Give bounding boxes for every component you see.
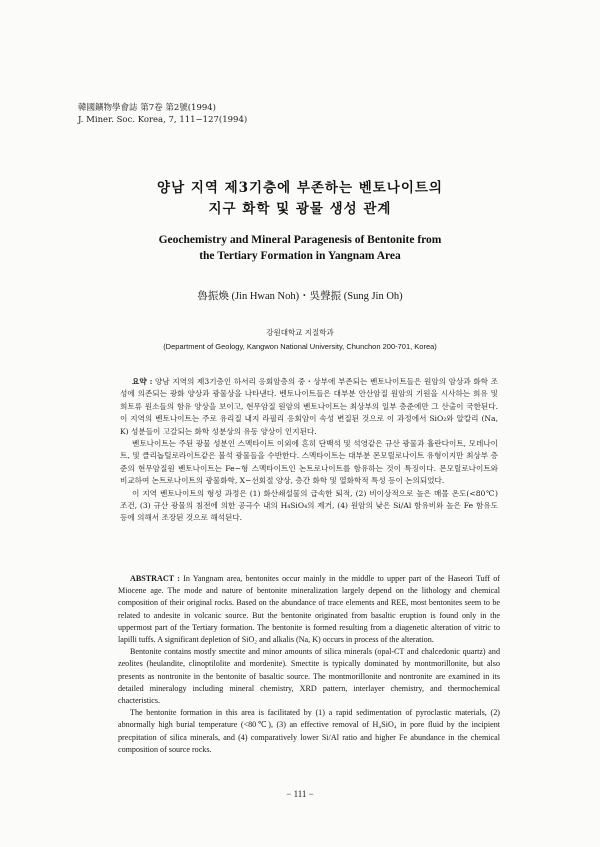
korean-title-line-1: 양남 지역 제3기층에 부존하는 벤토나이트의 [157, 180, 443, 196]
korean-abstract-paragraph-1 [120, 376, 498, 438]
korean-abstract [120, 376, 498, 525]
english-abstract [118, 573, 500, 756]
korean-abstract-label: 요약 : [132, 377, 153, 386]
english-abstract-paragraph-1 [118, 573, 500, 646]
korean-abstract-paragraph-3: 이 지역 벤토나이트의 형성 과정은 (1) 화산쇄설물의 급속한 퇴적, (2) 비이상적으로 높은 매몰 온도(<80℃) 조건, (3) 규산 광물의 침전에 의한 공극수 내의 H₄SiO₄의 제거, (4) 원암의 낮은 Si/Al 함유비와 높은 Fe 함유도 등에 의해서 조장된 것으로 해석된다. [120, 488, 498, 523]
korean-abstract-text-1: 양남 지역의 제3기층인 하서리 응회암층의 중・상부에 부존되는 벤토나이트들은 원암의 암상과 화학 조성에 의존되는 광화 양상과 광물상을 나타낸다. 벤토나이트들은 대부분 안산암질 원암의 기원을 시사하는 희유 및 희토류 원소들의 함유 양상을 보이고, 현무암질 원암의 벤토나이트는 최상부의 일부 층준에만 그 산출이 국한된다. 이 지역의 벤토나이트는 주로 유리질 내지 라필리 응회암이 속성 변질된 것으로 이 과정에서 SiO₂와 알칼리 (Na, K) 성분들이 고갈되는 화학 성분상의 유동 양상이 인지된다. [120, 377, 499, 436]
english-abstract-paragraph-3: The bentonite formation in this area is facilitated by (1) a rapid sedimentation of pyroclastic materials, (2) abnormally high burial temperature (<80℃), (3) an effective removal of H₄SiO₄ in pore fluid by the incipient precpitation of silica minerals, and (4) comparatively lower Si/Al ratio and higher Fe abundance in the chemical composition of source rocks. [118, 708, 500, 754]
journal-citation [78, 102, 247, 126]
affiliation-korean: 강원대학교 지질학과 [266, 328, 334, 337]
journal-citation-english: J. Miner. Soc. Korea, 7, 111−127(1994) [78, 115, 248, 125]
english-title-line-2: the Tertiary Formation in Yangnam Area [199, 250, 401, 262]
english-abstract-text-1: In Yangnam area, bentonites occur mainly in the middle to upper part of the Haseori Tuff of Miocene age. The mode and nature of bentonite mineralization largely depend on the lithology and chemical composition of their original rocks. Based on the abundance of trace elements and REE, most bentonites seem to be related to andesite in volcanic source. But the bentonite originated from basaltic eruption is found only in the uppermost part of the Tertiary formation. The bentonite is formed resulting from a diagenetic alteration of vitric to lapilli tuffs. A significant depletion of SiO₂ and alkalis (Na, K) occurs in process of the alteration. [118, 574, 500, 645]
english-title-line-1: Geochemistry and Mineral Paragenesis of Bentonite from [158, 234, 442, 246]
page-number: − 111 − [286, 789, 314, 799]
korean-title-line-2: 지구 화학 및 광물 생성 관계 [208, 201, 392, 217]
journal-citation-korean: 韓國鑛物學會誌 第7卷 第2號(1994) [78, 103, 216, 113]
korean-abstract-paragraph-2: 벤토나이트는 주된 광물 성분인 스멕타이트 이외에 흔히 단백석 및 석영같은 규산 광물과 휼란다이트, 모데나이트, 및 클리놉틸로라이트같은 불석 광물들을 수반한다. 스멕타이트는 대부분 몬모릴로나이트 유형이지만 최상부 층준의 현무암질원 벤토나이트는 Fe−형 스멕타이트인 논트로나이트를 함유하는 것이 특징이다. 몬모릴로나이트와 비교하여 논트로나이트의 광물화학, X−선회절 양상, 층간 화학 및 열화학적 특성 등이 논의되었다. [120, 439, 498, 486]
authors: 魯振煥 (Jin Hwan Noh)・吳聲振 (Sung Jin Oh) [197, 291, 403, 302]
affiliation-english: (Department of Geology, Kangwon National University, Chunchon 200-701, Korea) [163, 342, 437, 351]
english-abstract-label: ABSTRACT : [130, 574, 180, 583]
english-abstract-paragraph-2: Bentonite contains mostly smectite and minor amounts of silica minerals (opal-CT and chalcedonic quartz) and zeolites (heulandite, clinoptilolite and mordenite). Smectite is typically dominated by montmorillonite, but also presents as nontronite in the bentonite of basaltic source. The montmorillonite and nontronite are examined in its detailed mineralogy including mineral chemistry, XRD pattern, interlayer chemistry, and thermochemical chacteristics. [118, 647, 500, 706]
